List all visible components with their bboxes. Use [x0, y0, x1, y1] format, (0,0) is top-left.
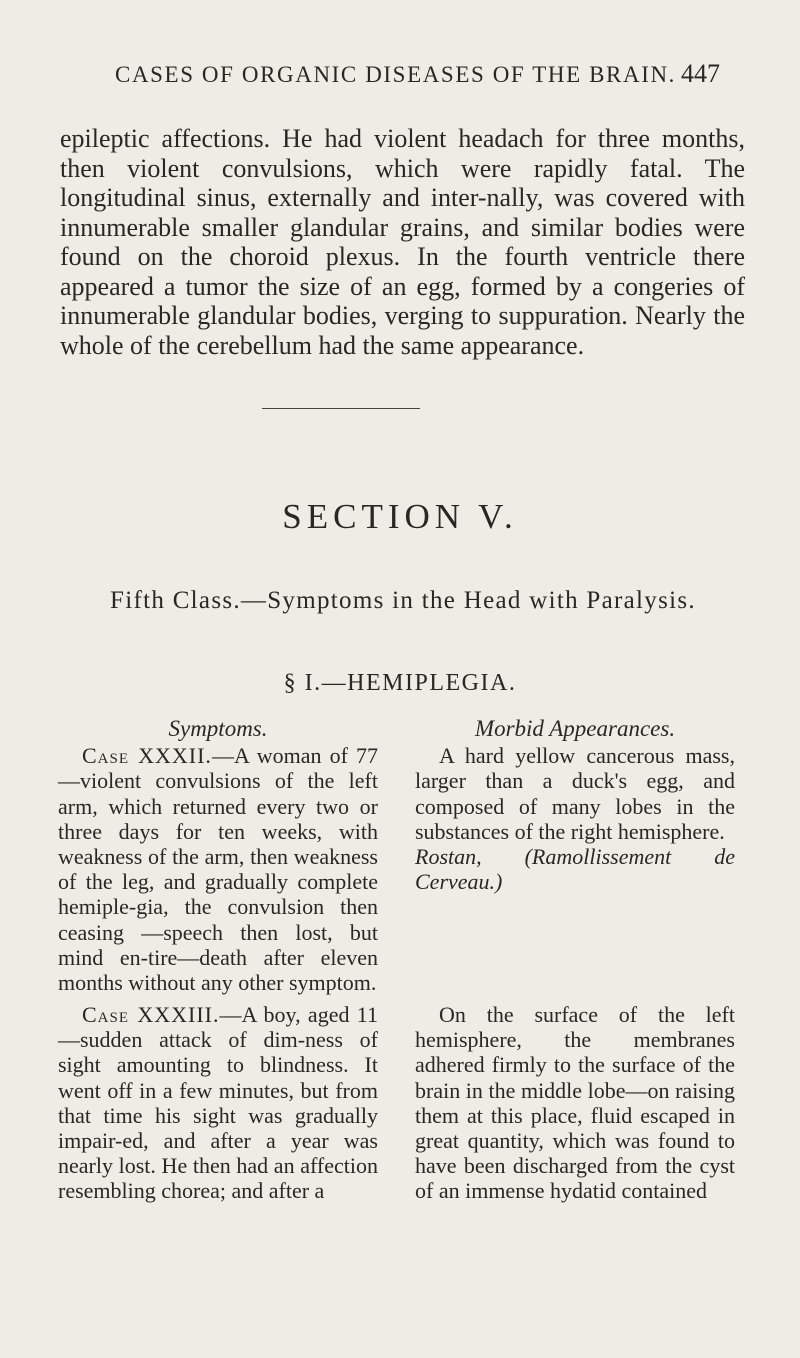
subsection-title: § I.—HEMIPLEGIA.	[283, 670, 517, 696]
case-33-label: Case XXXIII.	[82, 1002, 220, 1027]
case-33-paragraph	[58, 1002, 378, 1204]
intro-paragraph	[60, 124, 745, 360]
case-32-label: Case XXXII.	[82, 743, 212, 769]
appearances-column-case-33	[415, 1002, 735, 1204]
section-divider	[262, 408, 420, 409]
morbid-appearances-heading: Morbid Appearances.	[474, 716, 676, 741]
citation-author: Rostan,	[415, 844, 482, 870]
section-title: SECTION V.	[282, 497, 518, 536]
symptoms-heading: Symptoms.	[168, 716, 268, 741]
class-title: Fifth Class.—Symptoms in the Head with Paralysis.	[110, 587, 696, 614]
running-head	[115, 59, 720, 88]
appearance-33-text: On the surface of the left hemisphere, the membranes adhered firmly to the surface of the brain in the middle lobe—on raising them at this place, fluid escaped in great quantity, which was found to have been discharged from the cyst of an immense hydatid contained	[415, 1002, 735, 1204]
symptoms-column-case-33	[58, 1002, 378, 1204]
symptoms-column-case-32	[58, 716, 378, 995]
case-33-text: —A boy, aged 11—sudden attack of dim-ness of sight amounting to blindness. It went off in a few minutes, but from that time his sight was gradually impair-ed, and after a year was nearly lost. He then had an affection resembling chorea; and after a	[58, 1002, 378, 1204]
case-32-text: —A woman of 77—violent convulsions of the left arm, which returned every two or three days for ten weeks, with weakness of the arm, then weakness of the leg, and gradually complete hemiple-gia, the convulsion then ceasing —speech then lost, but mind en-tire—death after eleven months without any other symptom.	[58, 743, 379, 996]
appearance-32-text: A hard yellow cancerous mass, larger than a duck's egg, and composed of many lobes in the substances of the right hemisphere.	[415, 743, 735, 844]
appearance-32-citation	[415, 844, 735, 894]
appearances-column-case-32	[415, 716, 735, 894]
page-number: 447	[681, 59, 720, 88]
citation-work: (Ramollissement de Cerveau.)	[415, 844, 735, 895]
intro-text: epileptic affections. He had violent headach for three months, then violent convulsions, which were rapidly fatal. The longitudinal sinus, externally and inter-nally, was covered with innumerable smaller glandular grains, and similar bodies were found on the choroid plexus. In the fourth ventricle there appeared a tumor the size of an egg, formed by a congeries of innumerable glandular bodies, verging to suppuration. Nearly the whole of the cerebellum had the same appearance.	[60, 124, 745, 360]
running-head-title: CASES OF ORGANIC DISEASES OF THE BRAIN.	[115, 62, 677, 87]
case-32-paragraph	[58, 743, 378, 995]
